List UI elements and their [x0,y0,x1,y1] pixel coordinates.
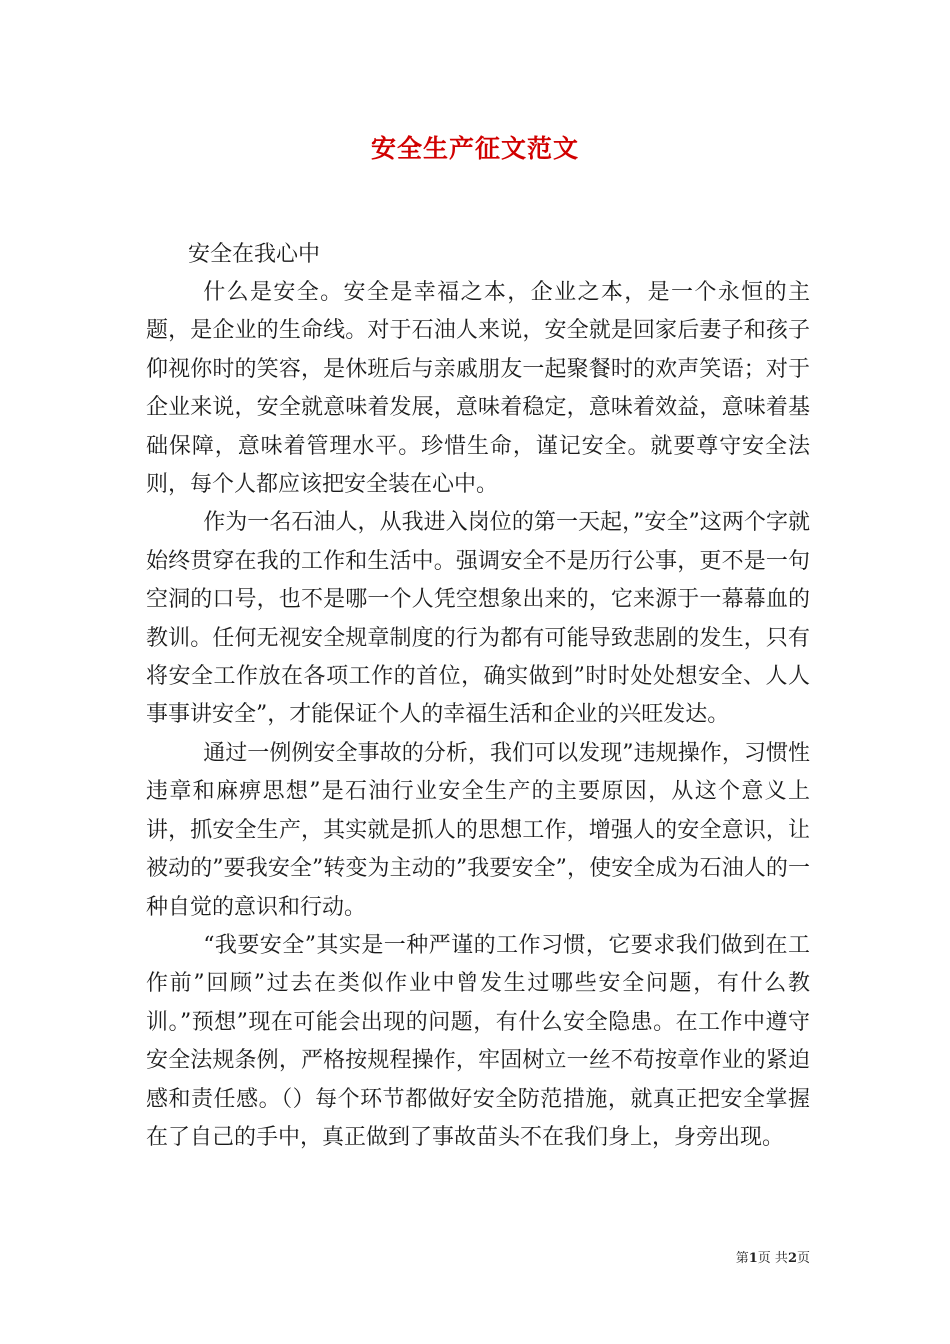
body-paragraph: “我要安全”其实是一种严谨的工作习惯，它要求我们做到在工作前”回顾”过去在类似作业中曾发生过哪些安全问题，有什么教训。”预想”现在可能会出现的问题，有什么安全隐患。在工作中遵守安全法规条例，严格按规程操作，牢固树立一丝不苟按章作业的紧迫感和责任感。（）每个环节都做好安全防范措施，就真正把安全掌握在了自己的手中，真正做到了事故苗头不在我们身上，身旁出现。 [146,932,810,1150]
body-paragraph: 什么是安全。安全是幸福之本，企业之本，是一个永恒的主题，是企业的生命线。对于石油人来说，安全就是回家后妻子和孩子仰视你时的笑容，是休班后与亲戚朋友一起聚餐时的欢声笑语；对于企业来说，安全就意味着发展，意味着稳定，意味着效益，意味着基础保障，意味着管理水平。珍惜生命，谨记安全。就要尊守安全法则，每个人都应该把安全装在心中。 [146,280,810,498]
document-subtitle: 安全在我心中 [188,242,321,267]
page-footer [700,1250,810,1268]
footer-suffix: 页 [796,1251,810,1266]
body-paragraph: 作为一名石油人，从我进入岗位的第一天起，”安全”这两个字就始终贯穿在我的工作和生活中。强调安全不是历行公事，更不是一句空洞的口号，也不是哪一个人凭空想象出来的，它来源于一幕幕血的教训。任何无视安全规章制度的行为都有可能导致悲剧的发生，只有将安全工作放在各项工作的首位，确实做到”时时处处想安全、人人事事讲安全”，才能保证个人的幸福生活和企业的兴旺发达。 [146,510,810,728]
footer-middle: 页 共 [757,1251,788,1266]
footer-total-pages: 2 [787,1251,797,1266]
document-body [146,274,810,1157]
body-paragraph: 通过一例例安全事故的分析，我们可以发现”违规操作，习惯性违章和麻痹思想”是石油行业安全生产的主要原因，从这个意义上讲，抓安全生产，其实就是抓人的思想工作，增强人的安全意识，让被动的”要我安全”转变为主动的”我要安全”，使安全成为石油人的一种自觉的意识和行动。 [146,740,810,920]
footer-prefix: 第 [735,1251,749,1266]
footer-current-page: 1 [748,1251,758,1266]
document-title: 安全生产征文范文 [370,134,579,163]
